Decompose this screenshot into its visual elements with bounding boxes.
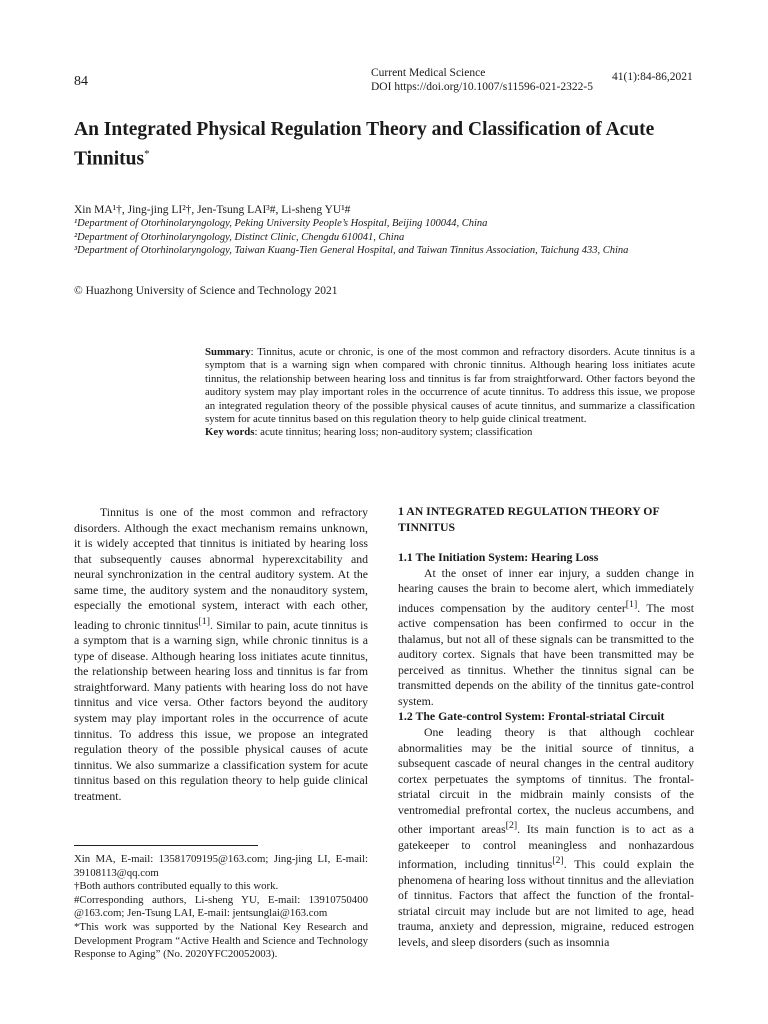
footnote-funding: *This work was supported by the National Key Research and Development Program “Active Health and Science and Technology Response to Aging” (No. 2020YFC20052003). bbox=[74, 920, 368, 961]
right-column bbox=[398, 504, 694, 951]
abstract-text bbox=[205, 346, 695, 426]
author-list: Xin MA¹†, Jing-jing LI²†, Jen-Tsung LAI³#, Li-sheng YU¹# bbox=[74, 204, 351, 216]
affiliation-3: ³Department of Otorhinolaryngology, Taiwan Kuang-Tien General Hospital, and Taiwan Tinnitus Association, Taichung 433, China bbox=[74, 245, 629, 256]
footnote-emails: Xin MA, E-mail: 13581709195@163.com; Jing-jing LI, E-mail: 39108113@qq.com bbox=[74, 853, 368, 879]
footnote-equal-contribution: †Both authors contributed equally to this work. bbox=[74, 880, 279, 893]
heading-gap bbox=[398, 535, 694, 550]
intro-paragraph bbox=[74, 505, 368, 804]
doi-link[interactable]: DOI https://doi.org/10.1007/s11596-021-2322-5 bbox=[371, 81, 594, 93]
paper-title-text: An Integrated Physical Regulation Theory and Classification of Acute Tinnitus bbox=[74, 119, 655, 170]
paragraph-1-2 bbox=[398, 725, 694, 951]
citation-ref[interactable]: [2] bbox=[505, 820, 518, 832]
p1-text-a: At the onset of inner ear injury, a sudden change in hearing causes the brain to become alert, which immediately induces compensation by the auditory center bbox=[398, 565, 694, 615]
citation-ref[interactable]: [1] bbox=[625, 598, 638, 610]
affiliation-1: ¹Department of Otorhinolaryngology, Peking University People’s Hospital, Beijing 100044, China bbox=[74, 218, 488, 229]
page-number: 84 bbox=[74, 74, 88, 89]
title-footnote-mark: * bbox=[144, 148, 150, 160]
p1-text-b: . The most active compensation has been confirmed to occur in the thalamus, but not all of these signals can be transmitted to the auditory cortex. Signals that have been transmitted may be perceived as tinnitus. Whether the tinnitus signal can be transmitted depends on the ability of the tinnitus gate-control system. bbox=[398, 600, 695, 708]
paper-title bbox=[74, 118, 696, 172]
subsection-heading-1-2: 1.2 The Gate-control System: Frontal-striatal Circuit bbox=[398, 709, 665, 724]
intro-text-b: . Similar to pain, acute tinnitus is a symptom that is a warning sign, while chronic tinnitus is a type of disease. Although hearing loss initiates acute tinnitus, the relationship between hearing loss and tinnitus is far from straightforward. Many patients with hearing loss do not have tinnitus and vice versa. Other factors beyond the auditory system may play important roles in the occurrence of acute tinnitus. To address this issue, we propose an integrated regulation theory of the possible physical causes of acute tinnitus. We also summarize a classification system for acute tinnitus based on this regulation theory to help guide clinical treatment. bbox=[74, 617, 368, 803]
citation-ref[interactable]: [2] bbox=[552, 855, 564, 867]
section-heading-1: 1 AN INTEGRATED REGULATION THEORY OF TINNITUS bbox=[398, 504, 660, 534]
keywords-line bbox=[205, 426, 695, 439]
footnote-corresponding: #Corresponding authors, Li-sheng YU, E-mail: 13910750400 @163.com; Jen-Tsung LAI, E-mail: jentsunglai@163.com bbox=[74, 893, 368, 920]
left-column bbox=[74, 505, 368, 804]
journal-name: Current Medical Science bbox=[371, 67, 486, 79]
p2-text-a: One leading theory is that although cochlear abnormalities may be the initial source of tinnitus, a subsequent cascade of neural changes in the central auditory cortex perpetuates the symptoms of tinnitus. The frontal-striatal circuit in the midbrain mainly consists of the ventromedial prefrontal cortex, the nucleus accumbens, and other important areas bbox=[398, 725, 694, 837]
keywords-label: Key words bbox=[205, 426, 255, 439]
author-block bbox=[74, 203, 696, 258]
abstract-block bbox=[205, 346, 695, 440]
p2-text-b: . Its main function is to act as a gatekeeper to control meaningless and nonhazardous information, including tinnitus bbox=[398, 822, 694, 872]
subsection-heading-1-1: 1.1 The Initiation System: Hearing Loss bbox=[398, 550, 599, 565]
p2-text-c: . This could explain the phenomena of hearing loss without tinnitus and the alleviation of tinnitus. Factors that affect the function of the frontal-striatal circuit may include but are not limited to age, head trauma, anxiety and depression, migraine, reduced estrogen levels, and sleep disorders (such as insomnia bbox=[398, 857, 694, 949]
affiliation-2: ²Department of Otorhinolaryngology, Distinct Clinic, Chengdu 610041, China bbox=[74, 231, 405, 243]
copyright-line: © Huazhong University of Science and Technology 2021 bbox=[74, 285, 338, 297]
footnote-divider bbox=[74, 845, 258, 846]
summary-label: Summary bbox=[205, 346, 251, 358]
volume-info: 41(1):84-86,2021 bbox=[612, 71, 693, 83]
intro-text-a: Tinnitus is one of the most common and refractory disorders. Although the exact mechanism remains unknown, it is widely accepted that tinnitus is initiated by hearing loss that subsequently causes abnormal hyperexcitability and neural synchronization in the central auditory system. At the same time, the auditory system and the nonauditory system, especially the emotional system, interact with each other, leading to chronic tinnitus bbox=[74, 505, 368, 632]
summary-body: : Tinnitus, acute or chronic, is one of the most common and refractory disorders. Acute tinnitus is a symptom that is a warning sign when compared with chronic tinnitus. Although hearing loss initiates acute tinnitus, the relationship between hearing loss and tinnitus is far from straightforward. Other factors beyond the auditory system may play important roles in the occurrence of acute tinnitus. To address this issue, we propose an integrated regulation theory of the possible physical causes of acute tinnitus, and summarize a classification system for acute tinnitus based on this regulation theory to help guide clinical treatment. bbox=[205, 346, 695, 426]
footnotes bbox=[74, 853, 368, 962]
journal-header bbox=[371, 66, 593, 94]
paragraph-1-1 bbox=[398, 566, 694, 710]
citation-ref[interactable]: [1] bbox=[198, 615, 210, 627]
keywords-body: : acute tinnitus; hearing loss; non-auditory system; classification bbox=[254, 426, 533, 439]
